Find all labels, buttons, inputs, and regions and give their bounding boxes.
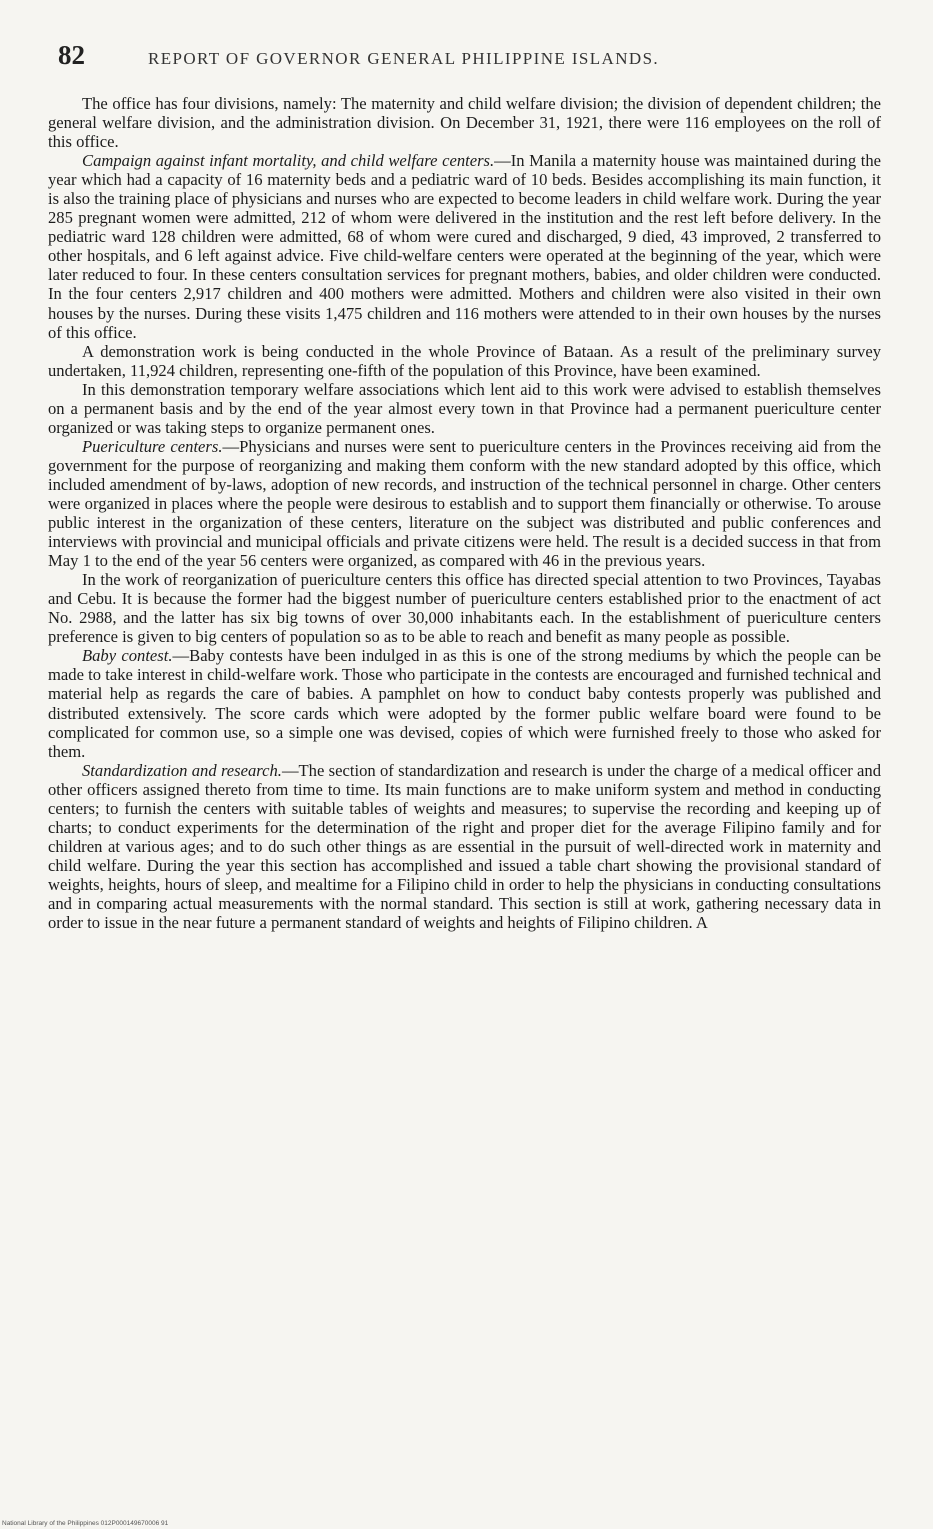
paragraph: [48, 761, 881, 932]
paragraph-text: In the work of reorganization of puericulture centers this office has directed special attention to two Provinces, Tayabas and Cebu. It is because the former had the biggest number of puericulture centers established prior to the enactment of act No. 2988, and the latter has six big towns of over 30,000 inhabitants each. In the establishment of puericulture centers preference is given to big centers of population so as to be able to reach and benefit as many people as possible.: [48, 570, 881, 647]
paragraph-heading: Puericulture centers.: [82, 436, 223, 456]
paragraph-text: —The section of standardization and research is under the charge of a medical officer and other officers assigned thereto from time to time. Its main functions are to make uniform system and method in conducting centers; to furnish the centers with suitable tables of weights and measures; to supervise the recording and keeping up of charts; to conduct experiments for the determination of the right and proper diet for the average Filipino family and for children at various ages; and to do such other things as are essential in the pursuit of well-directed work in maternity and child welfare. During the year this section has accomplished and issued a table chart showing the provisional standard of weights, heights, hours of sleep, and mealtime for a Filipino child in order to help the physicians in conducting consultations and in comparing actual measurements with the normal standard. This section is still at work, gathering necessary data in order to issue in the near future a permanent standard of weights and heights of Filipino children. A: [48, 760, 882, 933]
paragraph-heading: Campaign against infant mortality, and child welfare centers.: [82, 151, 495, 171]
paragraph-text: —Baby contests have been indulged in as this is one of the strong mediums by which the people can be made to take interest in child-welfare work. Those who participate in the contests are encouraged and furnished technical and material help as regards the care of babies. A pamphlet on how to conduct baby contests properly was published and distributed extensively. The score cards which were adopted by the former public welfare board were found to be complicated for common use, so a simple one was devised, copies of which were furnished freely to those who asked for them.: [48, 646, 882, 761]
footer-source-line: National Library of the Philippines 012P000149670006 91: [2, 1520, 169, 1527]
paragraph-heading: Baby contest.: [82, 646, 173, 666]
paragraph: [48, 380, 881, 437]
paragraph: [48, 151, 881, 341]
paragraph-text: A demonstration work is being conducted in the whole Province of Bataan. As a result of the preliminary survey undertaken, 11,924 children, representing one-fifth of the population of this Province, have been examined.: [48, 341, 881, 380]
paragraph: [48, 437, 881, 570]
page-header: [58, 40, 878, 71]
paragraph-text: The office has four divisions, namely: The maternity and child welfare division; the division of dependent children; the general welfare division, and the administration division. On December 31, 1921, there were 116 employees on the roll of this office.: [48, 94, 881, 152]
page-number: 82: [58, 40, 85, 70]
paragraph-text: —In Manila a maternity house was maintained during the year which had a capacity of 16 maternity beds and a pediatric ward of 10 beds. Besides accomplishing its main function, it is also the training place of physicians and nurses who are expected to become leaders in child welfare work. During the year 285 pregnant women were admitted, 212 of whom were delivered in the institution and the rest left before delivery. In the pediatric ward 128 children were admitted, 68 of whom were cured and discharged, 9 died, 43 improved, 2 transferred to other hospitals, and 6 left against advice. Five child-welfare centers were operated at the beginning of the year, which were later reduced to four. In these centers consultation services for pregnant mothers, babies, and older children were conducted. In the four centers 2,917 children and 400 mothers were admitted. Mothers and children were also visited in their own houses by the nurses. During these visits 1,475 children and 116 mothers were attended to in their own houses by the nurses of this office.: [48, 151, 881, 342]
paragraph: [48, 94, 881, 151]
body-text: [48, 94, 881, 932]
running-title: REPORT OF GOVERNOR GENERAL PHILIPPINE ISLANDS.: [148, 49, 660, 68]
paragraph-heading: Standardization and research.: [82, 760, 282, 780]
paragraph: [48, 342, 881, 380]
paragraph-text: —Physicians and nurses were sent to puericulture centers in the Provinces receiving aid from the government for the purpose of reorganizing and making them conform with the new standard adopted by this office, which included amendment of by-laws, adoption of new records, and instruction of the technical personnel in charge. Other centers were organized in places where the people were desirous to establish and to support them financially or otherwise. To arouse public interest in the organization of these centers, literature on the subject was distributed and public conferences and interviews with provincial and municipal officials and private citizens were held. The result is a decided success in that from May 1 to the end of the year 56 centers were organized, as compared with 46 in the previous years.: [48, 436, 882, 571]
paragraph: [48, 570, 881, 646]
paragraph: [48, 646, 881, 760]
paragraph-text: In this demonstration temporary welfare associations which lent aid to this work were advised to establish themselves on a permanent basis and by the end of the year almost every town in that Province had a permanent puericulture center organized or was taking steps to organize permanent ones.: [48, 379, 881, 437]
